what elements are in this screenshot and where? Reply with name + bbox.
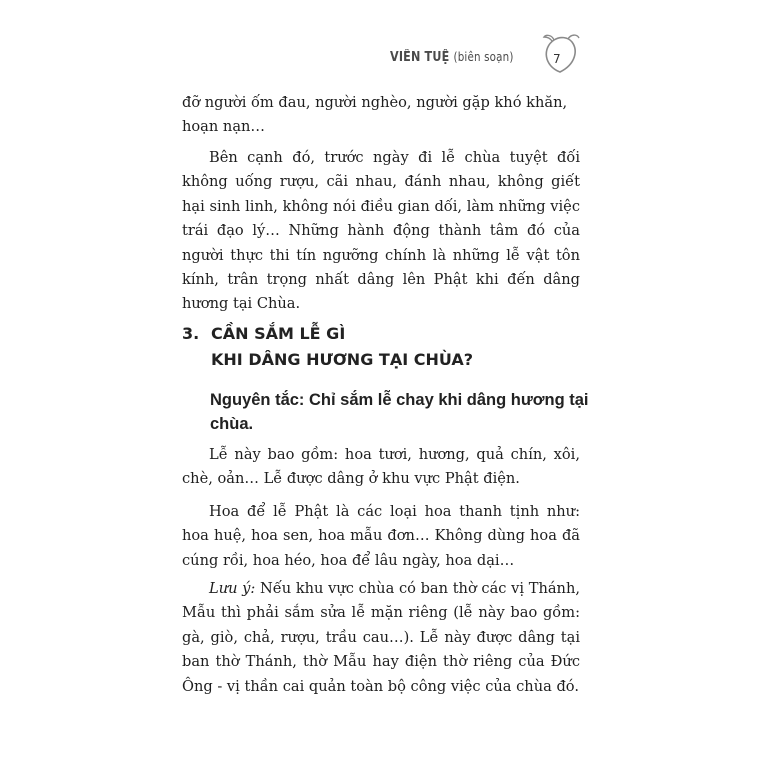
paragraph-flowers: Hoa để lễ Phật là các loại hoa thanh tịnh như: hoa huệ, hoa sen, hoa mẫu đơn… Không dùng hoa đã cúng rồi, hoa héo, hoa để lâu ngày, hoa dại… [182,503,580,569]
paragraph-preparation: Bên cạnh đó, trước ngày đi lễ chùa tuyệt đối không uống rượu, cãi nhau, đánh nhau, không giết hại sinh linh, không nói điều gian dối, làm những việc trái đạo lý… Những hành động thành tâm đó của người thực thi tín ngưỡng chính là những lễ vật tôn kính, trân trọng nhất dâng lên Phật khi đến dâng hương tại Chùa. [182,149,580,313]
running-header [390,50,514,65]
principle-subheading: Nguyên tắc: Chỉ sắm lễ chay khi dâng hương tại chùa. [210,391,589,433]
header-author: VIÊN TUỆ [390,50,450,65]
header-role: (biên soạn) [453,50,514,64]
note-text: Nếu khu vực chùa có ban thờ các vị Thánh, Mẫu thì phải sắm sửa lễ mặn riêng (lễ này bao gồm: gà, giò, chả, rượu, trầu cau…). Lễ này được dâng tại ban thờ Thánh, thờ Mẫu hay điện thờ riêng của Đức Ông - vị thần cai quản toàn bộ công việc của chùa đó. [182,580,580,695]
section-title-line-1: CẦN SẮM LỄ GÌ [211,324,346,343]
paragraph-offerings: Lễ này bao gồm: hoa tươi, hương, quả chín, xôi, chè, oản… Lễ được dâng ở khu vực Phật điện. [182,446,580,488]
section-number: 3. [182,324,200,343]
paragraph-continuation: đỡ người ốm đau, người nghèo, người gặp khó khăn, hoạn nạn… [182,94,568,136]
page-number: 7 [553,52,561,66]
note-label: Lưu ý: [209,580,256,597]
section-heading [182,321,582,373]
paragraph-note [182,577,580,699]
section-title-line-2: KHI DÂNG HƯƠNG TẠI CHÙA? [211,350,474,369]
